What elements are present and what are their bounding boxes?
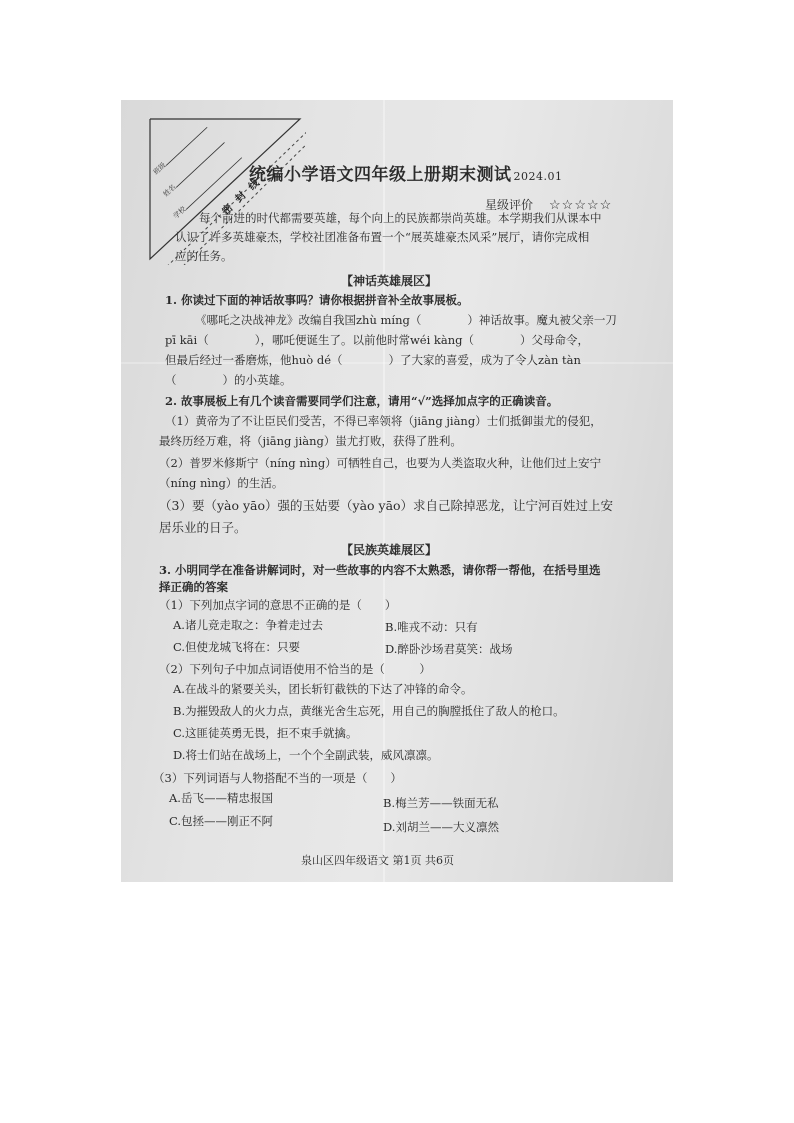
class-label: 班级: [151, 161, 168, 177]
exam-title: [249, 160, 563, 185]
q2-line-5: （3）要（yào yāo）强的玉姑要（yào yāo）求自己除掉恶龙，让宁河百姓过上安: [159, 498, 614, 513]
q3-1-stem: （1）下列加点字词的意思不正确的是（ ）: [159, 598, 397, 612]
q2-stem: 2. 故事展板上有几个读音需要同学们注意，请用“√”选择加点字的正确读音。: [165, 394, 559, 408]
q3-3-option-a: A.岳飞——精忠报国: [169, 791, 273, 805]
q3-stem-1: 3. 小明同学在准备讲解词时，对一些故事的内容不太熟悉，请你帮一帮他，在括号里选: [159, 563, 601, 577]
section-myth-title: 【神话英雄展区】: [341, 274, 438, 288]
q3-1-option-d: D.醉卧沙场君莫笑：战场: [385, 642, 513, 656]
q3-stem-2: 择正确的答案: [159, 580, 228, 594]
q3-3-option-d: D.刘胡兰——大义凛然: [383, 820, 499, 834]
q2-line-1: （1）黄帝为了不让臣民们受苦，不得已率领将（jiāng jiàng）士们抵御蚩尤的侵犯，: [165, 414, 602, 428]
q1-stem: 1. 你读过下面的神话故事吗？请你根据拼音补全故事展板。: [165, 293, 469, 307]
q3-3-stem: （3）下列词语与人物搭配不当的一项是（ ）: [153, 771, 402, 785]
page-footer: 泉山区四年级语文 第1页 共6页: [301, 854, 454, 867]
q3-3-option-c: C.包拯——刚正不阿: [169, 814, 274, 828]
seal-line-text: 密封线: [220, 172, 268, 218]
q1-line-2: pī kāi（ ），哪吒便诞生了。以前他时常wéi kàng（ ）父母命令，: [165, 333, 590, 347]
name-label: 姓名: [161, 183, 178, 199]
q3-2-option-c: C.这匪徒英勇无畏，拒不束手就擒。: [173, 726, 358, 740]
q3-1-option-b: B.唯戎不动：只有: [385, 620, 478, 634]
q3-2-stem: （2）下列句子中加点词语使用不恰当的是（ ）: [159, 662, 431, 676]
q2-line-3: （2）普罗米修斯宁（níng nìng）可牺牲自己，也要为人类盗取火种，让他们过上安宁: [159, 456, 602, 470]
q3-1-option-c: C.但使龙城飞将在：只要: [173, 640, 301, 654]
q3-3-option-b: B.梅兰芳——铁面无私: [383, 796, 499, 810]
school-label: 学校: [171, 205, 188, 221]
q3-2-option-a: A.在战斗的紧要关头，团长斩钉截铁的下达了冲锋的命令。: [173, 682, 473, 696]
q1-line-1: 《哪吒之决战神龙》改编自我国zhù míng（ ）神话故事。魔丸被父亲一刀: [195, 313, 617, 327]
intro-line-3: 应的任务。: [175, 249, 233, 263]
q2-line-6: 居乐业的日子。: [159, 520, 247, 535]
title-year: 2024.01: [513, 170, 563, 183]
intro-line-2: 认识了许多英雄豪杰，学校社团准备布置一个“展英雄豪杰风采”展厅，请你完成相: [175, 230, 590, 244]
intro-line-1: 每个前进的时代都需要英雄，每个向上的民族都崇尚英雄。本学期我们从课本中: [199, 211, 602, 225]
q3-2-option-b: B.为摧毁敌人的火力点，黄继光舍生忘死，用自己的胸膛抵住了敌人的枪口。: [173, 704, 565, 718]
exam-paper: [121, 100, 673, 882]
title-text: 统编小学语文四年级上册期末测试: [249, 165, 512, 185]
q3-1-option-a: A.诸儿竞走取之：争着走过去: [173, 618, 323, 632]
q2-line-2: 最终历经万难，将（jiāng jiàng）蚩尤打败，获得了胜利。: [159, 434, 462, 448]
q1-line-3: 但最后经过一番磨炼，他huò dé（ ）了大家的喜爱，成为了令人zàn tàn: [165, 353, 581, 367]
q3-2-option-d: D.将士们站在战场上，一个个全副武装，威风凛凛。: [173, 748, 439, 762]
q1-line-4: （ ）的小英雄。: [165, 373, 292, 387]
rating-label: 星级评价: [485, 198, 534, 212]
q2-line-4: （níng nìng）的生活。: [159, 476, 284, 490]
rating-stars: ☆☆☆☆☆: [549, 198, 613, 213]
section-national-title: 【民族英雄展区】: [341, 543, 438, 557]
